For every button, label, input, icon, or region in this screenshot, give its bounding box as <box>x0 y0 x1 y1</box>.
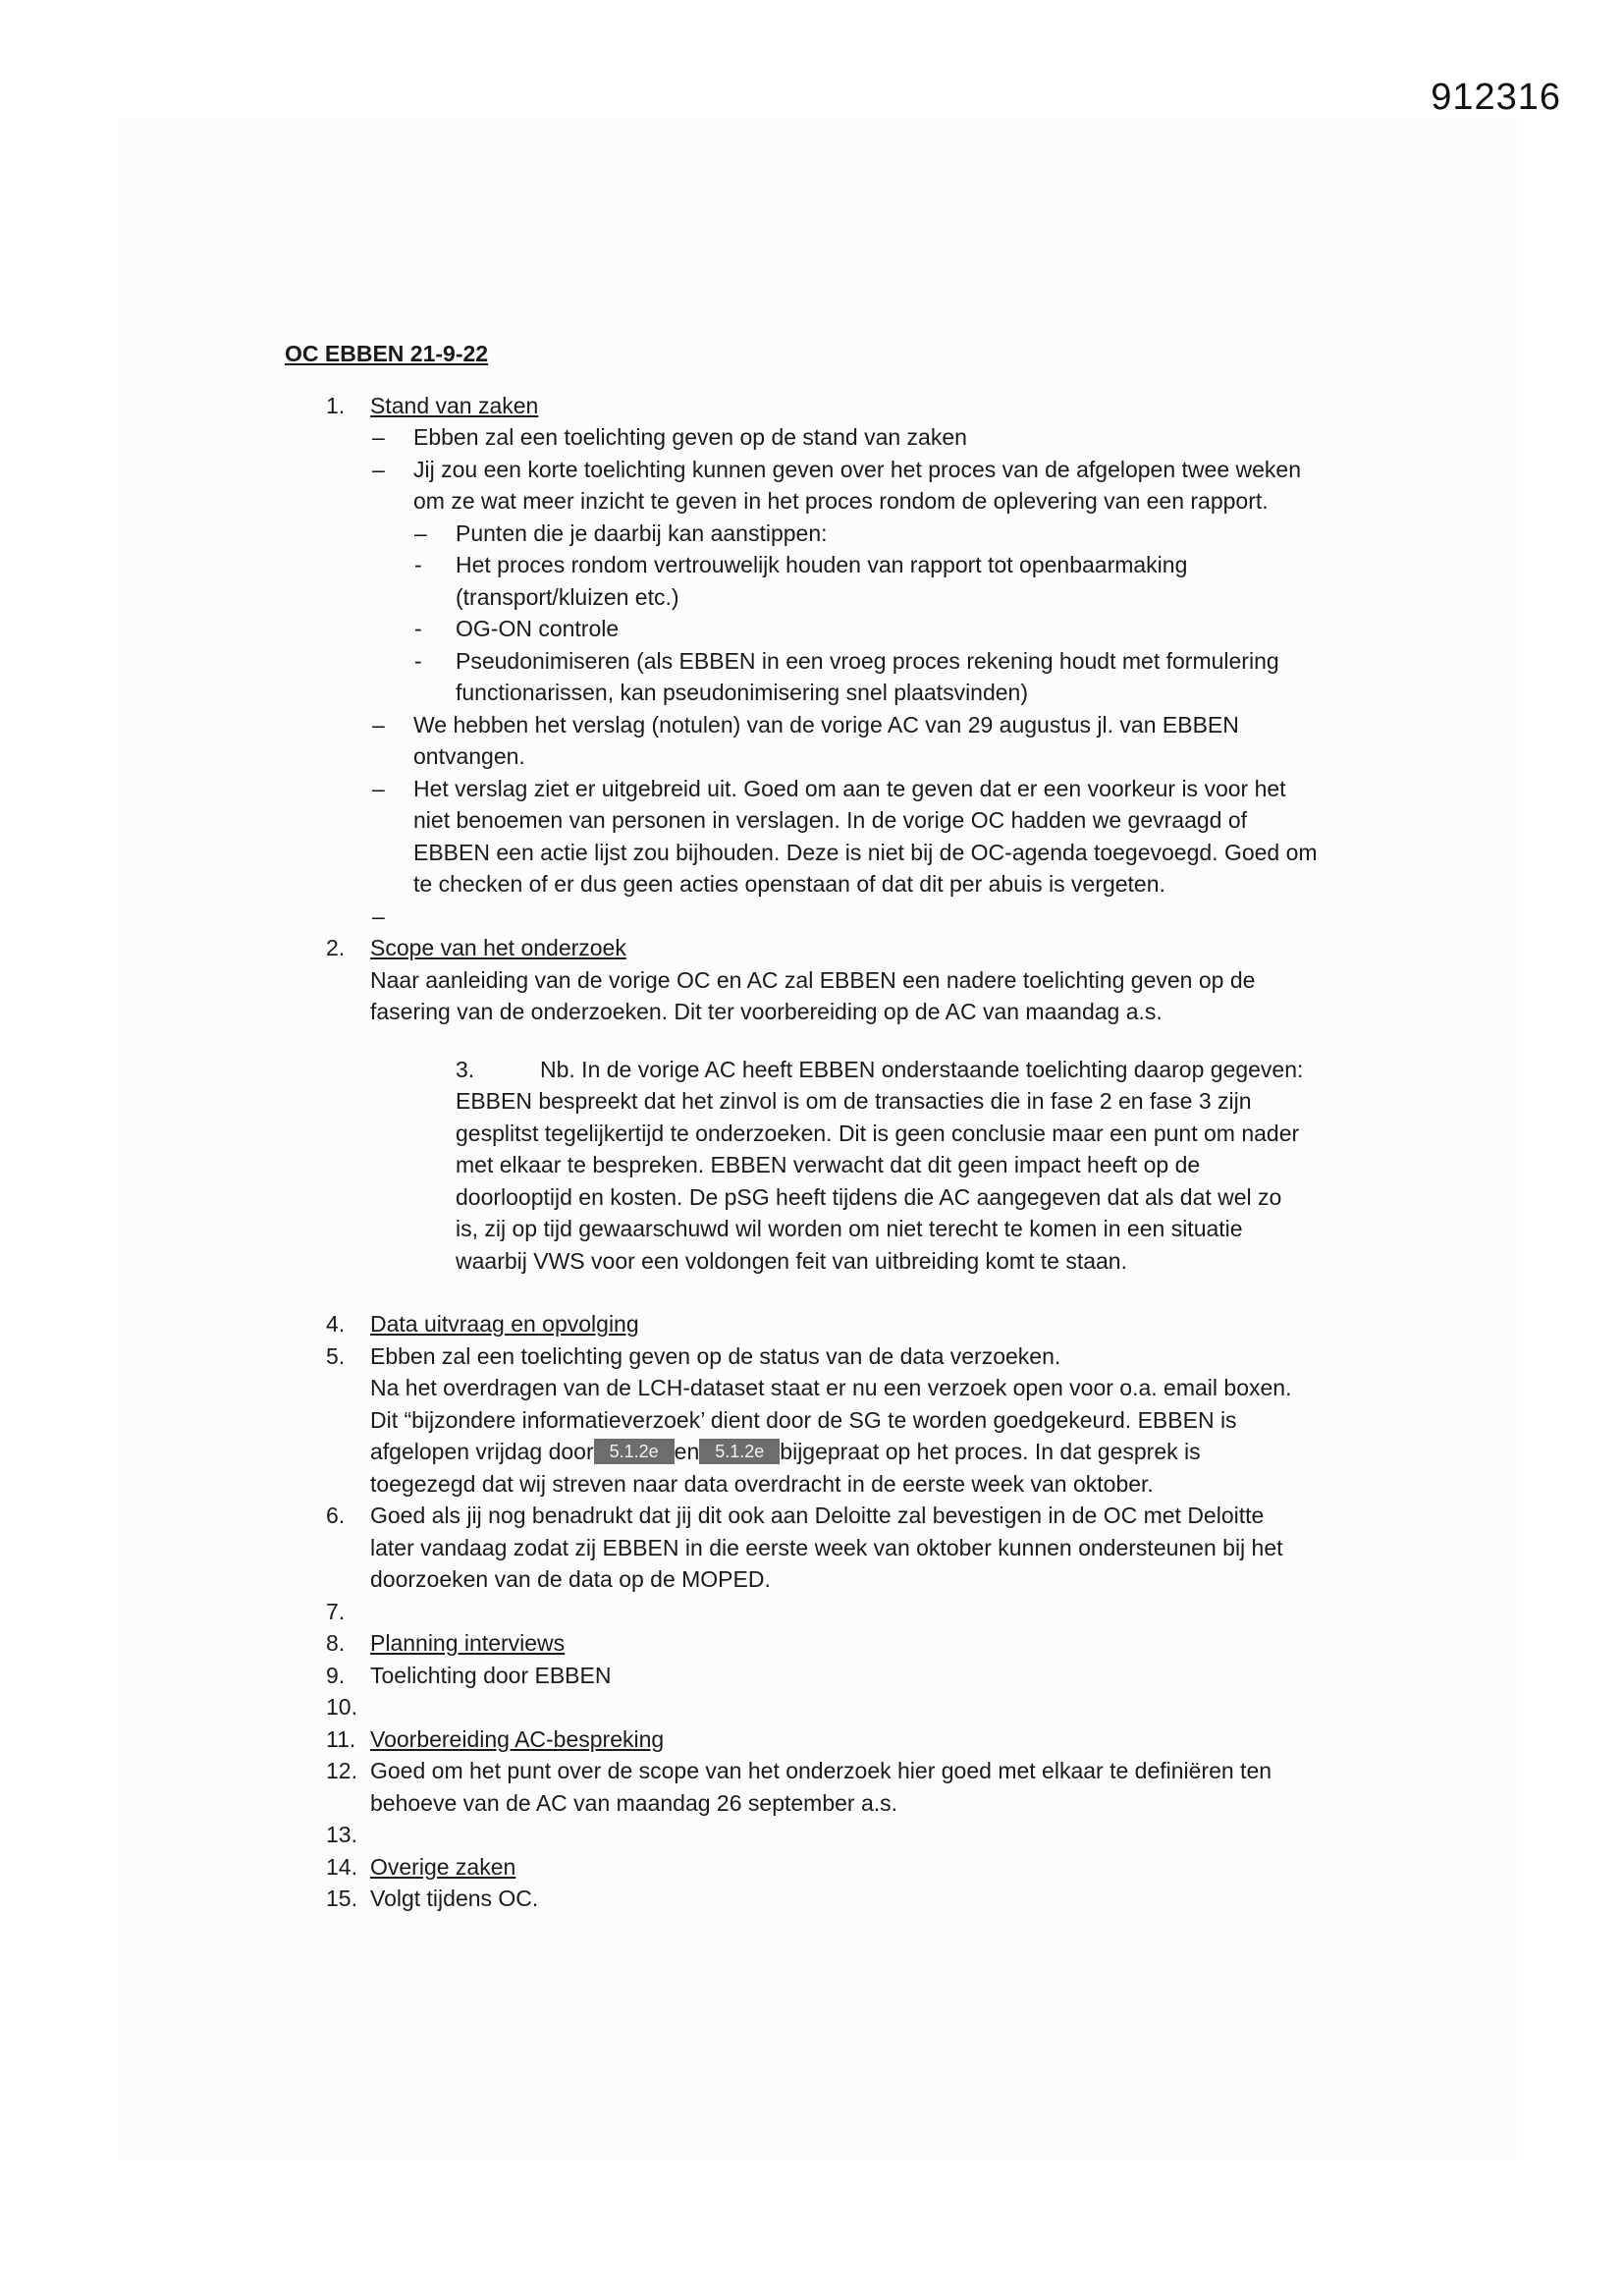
bullet-text-line: ontvangen. <box>413 743 525 769</box>
item-heading: Planning interviews <box>370 1630 566 1656</box>
sub-bullet <box>285 645 1375 709</box>
sub-bullet-text-line: functionarissen, kan pseudonimisering snel plaatsvinden) <box>456 680 1029 705</box>
redaction-box: 5.1.2e <box>699 1439 780 1464</box>
document-body <box>285 338 1375 1915</box>
empty-bullet <box>285 901 1375 933</box>
item-heading: Overige zaken <box>370 1853 516 1880</box>
bullet-text-line: We hebben het verslag (notulen) van de vorige AC van 29 augustus jl. van EBBEN <box>413 711 1239 738</box>
bullet-text-line: Het verslag ziet er uitgebreid uit. Goed om aan te geven dat er een voorkeur is voor het <box>413 775 1286 801</box>
dash-marker: – <box>372 456 385 482</box>
item-text: Volgt tijdens OC. <box>370 1886 539 1911</box>
item-line: Dit “bijzondere informatieverzoek’ dient door de SG te worden goedgekeurd. EBBEN is <box>370 1406 1237 1433</box>
note-number: 3. <box>456 1056 475 1082</box>
bullet <box>285 709 1375 773</box>
agenda-item-5 <box>285 1340 1375 1501</box>
bullet-text-line: om ze wat meer inzicht te geven in het proces rondom de oplevering van een rapport. <box>413 488 1269 514</box>
note-block <box>285 1054 1375 1278</box>
item-number: 12. <box>326 1758 357 1783</box>
sub-bullet <box>285 518 1375 550</box>
agenda-item-11 <box>285 1723 1375 1756</box>
item-heading: Scope van het onderzoek <box>370 935 626 960</box>
dash-marker: – <box>372 424 385 450</box>
agenda-item-14 <box>285 1851 1375 1884</box>
paragraph <box>285 964 1375 1028</box>
dash-marker: – <box>372 902 385 929</box>
bullet <box>285 421 1375 454</box>
item-number: 14. <box>326 1853 357 1880</box>
sub-bullet <box>285 613 1375 645</box>
sub-bullet-text: OG-ON controle <box>456 616 620 641</box>
item-heading: Voorbereiding AC-bespreking <box>370 1725 665 1752</box>
item-number: 11. <box>326 1725 356 1752</box>
paragraph-line: fasering van de onderzoeken. Dit ter voorbereiding op de AC van maandag a.s. <box>370 999 1163 1024</box>
item-number: 5. <box>326 1342 346 1369</box>
item-number: 7. <box>326 1598 346 1624</box>
item-line: Na het overdragen van de LCH-dataset staat er nu een verzoek open voor o.a. email boxen. <box>370 1375 1292 1400</box>
agenda-item-15 <box>285 1883 1375 1915</box>
item-number: 9. <box>326 1662 346 1688</box>
item-line: Goed als jij nog benadrukt dat jij dit ook aan Deloitte zal bevestigen in de OC met Deloitte <box>370 1503 1265 1528</box>
redaction-box: 5.1.2e <box>594 1439 675 1464</box>
bullet <box>285 454 1375 518</box>
dash-marker: – <box>372 711 385 738</box>
document-number: 912316 <box>1431 77 1561 118</box>
agenda-item-9 <box>285 1660 1375 1692</box>
sub-bullet-text-line: (transport/kluizen etc.) <box>456 583 679 610</box>
sub-bullet-text: Punten die je daarbij kan aanstippen: <box>456 519 828 546</box>
note-text: Nb. In de vorige AC heeft EBBEN onderstaande toelichting daarop gegeven: <box>540 1056 1304 1082</box>
agenda-item-2 <box>285 932 1375 964</box>
hyphen-marker: - <box>414 552 422 577</box>
note-line: gesplitst tegelijkertijd te onderzoeken. Dit is geen conclusie maar een punt om nader <box>456 1120 1300 1146</box>
item-text: Toelichting door EBBEN <box>370 1662 612 1688</box>
item-line: doorzoeken van de data op de MOPED. <box>370 1566 771 1592</box>
item-line-with-redactions <box>370 1436 1375 1468</box>
agenda-item-12 <box>285 1755 1375 1819</box>
item-line: toegezegd dat wij streven naar data overdracht in de eerste week van oktober. <box>370 1470 1154 1497</box>
note-line: waarbij VWS voor een voldongen feit van uitbreiding komt te staan. <box>456 1247 1127 1274</box>
item-number: 2. <box>326 935 346 960</box>
agenda-item-6 <box>285 1500 1375 1596</box>
sub-bullet-text-line: Pseudonimiseren (als EBBEN in een vroeg proces rekening houdt met formulering <box>456 647 1279 674</box>
paragraph-line: Naar aanleiding van de vorige OC en AC zal EBBEN een nadere toelichting geven op de <box>370 966 1256 993</box>
document-title: OC EBBEN 21-9-22 <box>285 341 489 366</box>
agenda-item-13 <box>285 1819 1375 1851</box>
bullet-text-line: EBBEN een actie lijst zou bijhouden. Deze is niet bij de OC-agenda toegevoegd. Goed om <box>413 839 1318 865</box>
note-line <box>456 1054 1375 1086</box>
item-number: 1. <box>326 392 346 418</box>
text-fragment: bijgepraat op het proces. In dat gesprek is <box>780 1439 1201 1464</box>
agenda-item-1 <box>285 390 1375 422</box>
item-number: 4. <box>326 1311 346 1337</box>
agenda-item-4 <box>285 1308 1375 1340</box>
agenda-item-7 <box>285 1596 1375 1628</box>
sub-bullet <box>285 549 1375 613</box>
item-line: behoeve van de AC van maandag 26 september a.s. <box>370 1789 898 1816</box>
text-fragment: afgelopen vrijdag door <box>370 1439 594 1464</box>
hyphen-marker: - <box>414 647 422 674</box>
agenda-item-10 <box>285 1691 1375 1723</box>
item-number: 8. <box>326 1630 346 1656</box>
sub-bullet-text-line: Het proces rondom vertrouwelijk houden van rapport tot openbaarmaking <box>456 552 1188 577</box>
bullet-text: Ebben zal een toelichting geven op de stand van zaken <box>413 424 967 450</box>
item-number: 15. <box>326 1886 357 1911</box>
bullet-text-line: Jij zou een korte toelichting kunnen geven over het proces van de afgelopen twee weken <box>413 456 1301 482</box>
bullet-text-line: niet benoemen van personen in verslagen. In de vorige OC hadden we gevraagd of <box>413 807 1248 833</box>
item-heading: Stand van zaken <box>370 392 539 418</box>
item-line: later vandaag zodat zij EBBEN in die eerste week van oktober kunnen ondersteunen bij het <box>370 1534 1283 1560</box>
text-fragment: en <box>674 1439 700 1464</box>
dash-marker: – <box>372 775 385 801</box>
agenda-item-8 <box>285 1627 1375 1660</box>
item-line: Ebben zal een toelichting geven op de status van de data verzoeken. <box>370 1342 1061 1369</box>
bullet <box>285 773 1375 901</box>
bullet-text-line: te checken of er dus geen acties openstaan of dat dit per abuis is vergeten. <box>413 871 1165 897</box>
hyphen-marker: - <box>414 616 422 641</box>
item-number: 10. <box>326 1694 357 1720</box>
item-number: 13. <box>326 1822 357 1847</box>
item-heading: Data uitvraag en opvolging <box>370 1311 639 1337</box>
note-line: is, zij op tijd gewaarschuwd wil worden om niet terecht te komen in een situatie <box>456 1216 1243 1241</box>
note-line: doorlooptijd en kosten. De pSG heeft tijdens die AC aangegeven dat als dat wel zo <box>456 1183 1282 1210</box>
item-line: Goed om het punt over de scope van het onderzoek hier goed met elkaar te definiëren ten <box>370 1758 1272 1783</box>
note-line: EBBEN bespreekt dat het zinvol is om de transacties die in fase 2 en fase 3 zijn <box>456 1088 1252 1114</box>
item-number: 6. <box>326 1503 346 1528</box>
note-line: met elkaar te bespreken. EBBEN verwacht dat dit geen impact heeft op de <box>456 1152 1201 1177</box>
dash-marker: – <box>414 519 427 546</box>
